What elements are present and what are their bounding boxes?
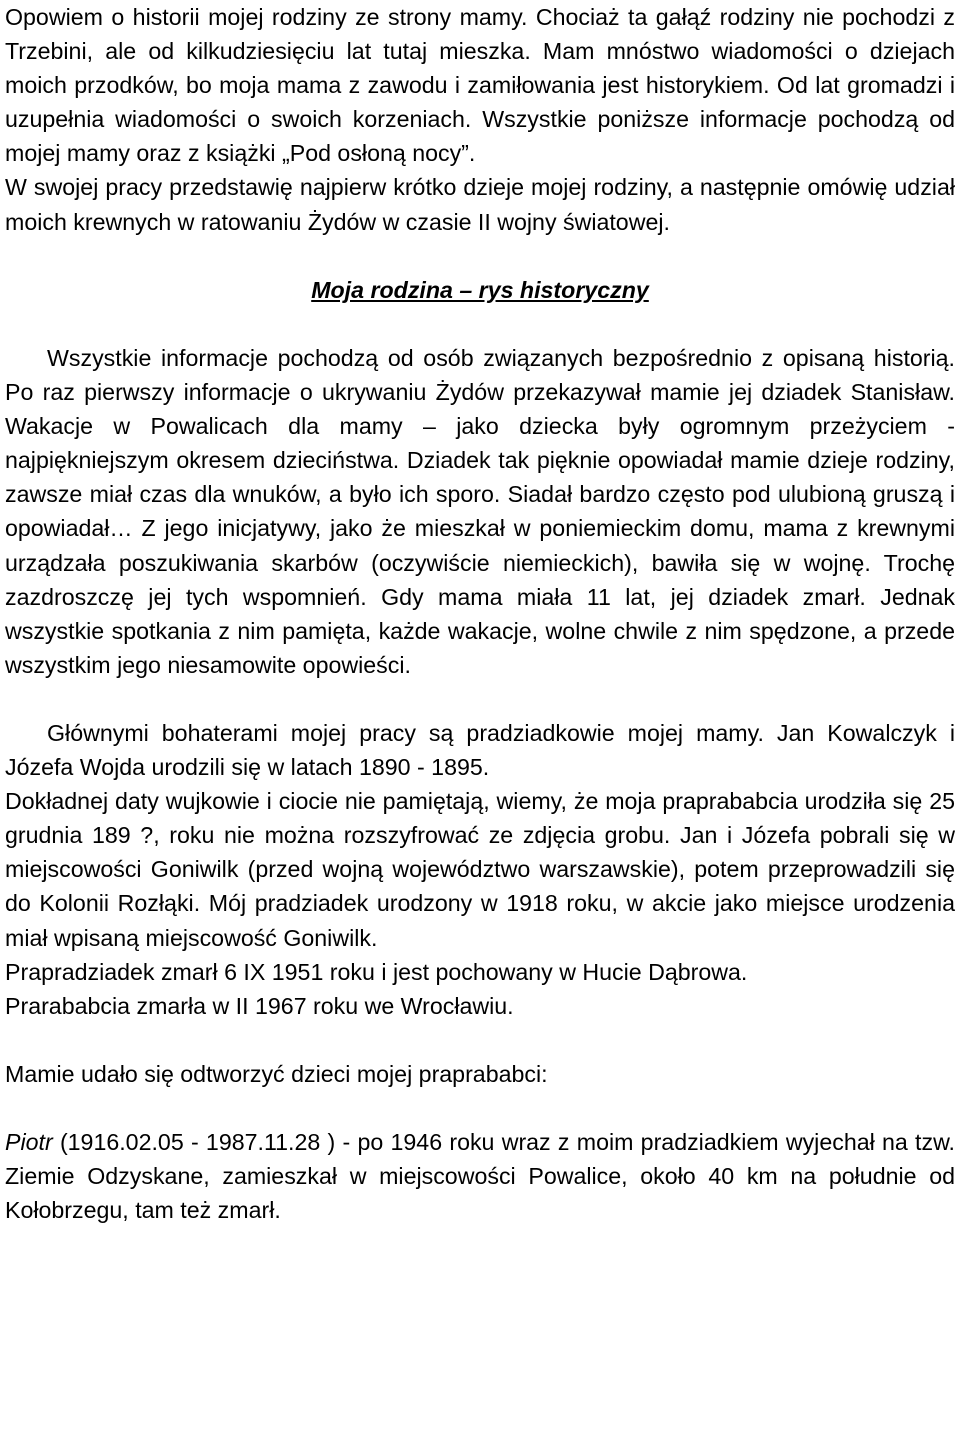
heroes-paragraph-1: Głównymi bohaterami mojej pracy są pradziadkowie mojej mamy. Jan Kowalczyk i Józefa Wojda urodzili się w latach 1890 - 1895. (5, 719, 955, 781)
spacer (5, 682, 955, 716)
spacer (5, 1023, 955, 1057)
intro-paragraph-2: W swojej pracy przedstawię najpierw krótko dzieje mojej rodziny, a następnie omówię udział moich krewnych w ratowaniu Żydów w czasie II wojny światowej. (5, 174, 955, 235)
heroes-paragraph-4: Prarababcia zmarła w II 1967 roku we Wrocławiu. (5, 992, 514, 1019)
history-paragraph: Wszystkie informacje pochodzą od osób związanych bezpośrednio z opisaną historią. Po raz pierwszy informacje o ukrywaniu Żydów przekazywał mamie jej dziadek Stanisław. Wakacje w Powalicach dla mamy – jako dziecka były ogromnym przeżyciem - najpiękniejszym okresem dzieciństwa. Dziadek tak pięknie opowiadał mamie dzieje rodziny, zawsze miał czas dla wnuków, a było ich sporo. Siadał bardzo często pod ulubioną gruszą i opowiadał… Z jego inicjatywy, jako że mieszkał w poniemieckim domu, mama z krewnymi urządzała poszukiwania skarbów (oczywiście niemieckich), bawiła się w wojnę. Trochę zazdroszczę jej tych wspomnień. Gdy mama miała 11 lat, jej dziadek zmarł. Jednak wszystkie spotkania z nim pamięta, każde wakacje, wolne chwile z nim spędzone, a przede wszystkim jego niesamowite opowieści. (5, 344, 955, 678)
child-name: Piotr (5, 1129, 53, 1156)
heroes-paragraph-3: Prapradziadek zmarł 6 IX 1951 roku i jest pochowany w Hucie Dąbrowa. (5, 958, 748, 985)
spacer (5, 1091, 955, 1125)
document-page (5, 0, 955, 1227)
child-description: (1916.02.05 - 1987.11.28 ) - po 1946 roku wraz z moim pradziadkiem wyjechał na tzw. Ziemie Odzyskane, zamieszkał w miejscowości Powalice, około 40 km na południe od Kołobrzegu, tam też zmarł. (5, 1129, 955, 1224)
intro-paragraph-1: Opowiem o historii mojej rodziny ze strony mamy. Chociaż ta gałąź rodziny nie pochodzi z Trzebini, ale od kilkudziesięciu lat tutaj mieszka. Mam mnóstwo wiadomości o dziejach moich przodków, bo moja mama z zawodu i zamiłowania jest historykiem. Od lat gromadzi i uzupełnia wiadomości o swoich korzeniach. Wszystkie poniższe informacje pochodzą od mojej mamy oraz z książki „Pod osłoną nocy”. (5, 4, 955, 167)
spacer (5, 239, 955, 273)
heroes-paragraph-2: Dokładnej daty wujkowie i ciocie nie pamiętają, wiemy, że moja praprababcia urodziła się 25 grudnia 189 ?, roku nie można rozszyfrować ze zdjęcia grobu. Jan i Józefa pobrali się w miejscowości Goniwilk (przed wojną województwo warszawskie), potem przeprowadzili się do Kolonii Rozłąki. Mój pradziadek urodzony w 1918 roku, w akcie jako miejsce urodzenia miał wpisaną miejscowość Goniwilk. (5, 788, 955, 951)
children-intro: Mamie udało się odtworzyć dzieci mojej praprababci: (5, 1060, 548, 1087)
child-entry (5, 1125, 955, 1227)
spacer (5, 307, 955, 341)
section-heading: Moja rodzina – rys historyczny (311, 276, 649, 303)
